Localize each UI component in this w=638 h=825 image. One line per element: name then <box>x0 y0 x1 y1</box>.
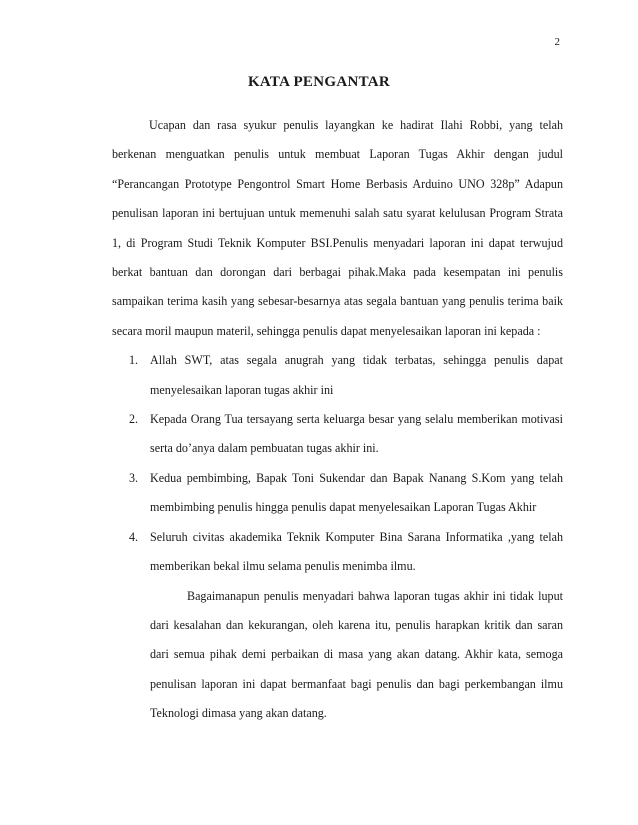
intro-paragraph: Ucapan dan rasa syukur penulis layangkan ke hadirat Ilahi Robbi, yang telah berkenan menguatkan penulis untuk membuat Laporan Tugas Akhir dengan judul “Perancangan Prototype Pengontrol Smart Home Berbasis Arduino UNO 328p” Adapun penulisan laporan ini bertujuan untuk memenuhi salah satu syarat kelulusan Program Strata 1, di Program Studi Teknik Komputer BSI.Penulis menyadari laporan ini dapat terwujud berkat bantuan dan dorongan dari berbagai pihak.Maka pada kesempatan ini penulis sampaikan terima kasih yang sebesar-besarnya atas segala bantuan yang penulis terima baik secara moril maupun materil, sehingga penulis dapat menyelesaikan laporan ini kepada : <box>112 118 563 338</box>
list-item <box>112 346 563 405</box>
list-item <box>112 523 563 582</box>
list-item-number: 2. <box>129 412 139 427</box>
list-item-number: 4. <box>129 529 139 544</box>
list-item-text: Kedua pembimbing, Bapak Toni Sukendar dan Bapak Nanang S.Kom yang telah membimbing penulis hingga penulis dapat menyelesaikan Laporan Tugas Akhir <box>150 470 563 515</box>
acknowledgement-list <box>112 346 563 581</box>
list-item-number: 1. <box>129 353 139 368</box>
list-item-text: Allah SWT, atas segala anugrah yang tidak terbatas, sehingga penulis dapat menyelesaikan laporan tugas akhir ini <box>150 353 563 397</box>
list-item <box>112 464 563 523</box>
document-body <box>112 111 563 729</box>
list-item-text: Kepada Orang Tua tersayang serta keluarga besar yang selalu memberikan motivasi serta do’anya dalam pembuatan tugas akhir ini. <box>150 412 563 456</box>
closing-paragraph: Bagaimanapun penulis menyadari bahwa laporan tugas akhir ini tidak luput dari kesalahan dan kekurangan, oleh karena itu, penulis harapkan kritik dan saran dari semua pihak demi perbaikan di masa yang akan datang. Akhir kata, semoga penulisan laporan ini dapat bermanfaat bagi penulis dan bagi perkembangan ilmu Teknologi dimasa yang akan datang. <box>150 588 563 721</box>
page-number: 2 <box>554 36 560 48</box>
list-item-number: 3. <box>129 470 139 485</box>
list-item <box>112 405 563 464</box>
page-title: KATA PENGANTAR <box>247 74 391 90</box>
list-item-text: Seluruh civitas akademika Teknik Komputer Bina Sarana Informatika ,yang telah memberikan bekal ilmu selama penulis menimba ilmu. <box>150 529 563 574</box>
